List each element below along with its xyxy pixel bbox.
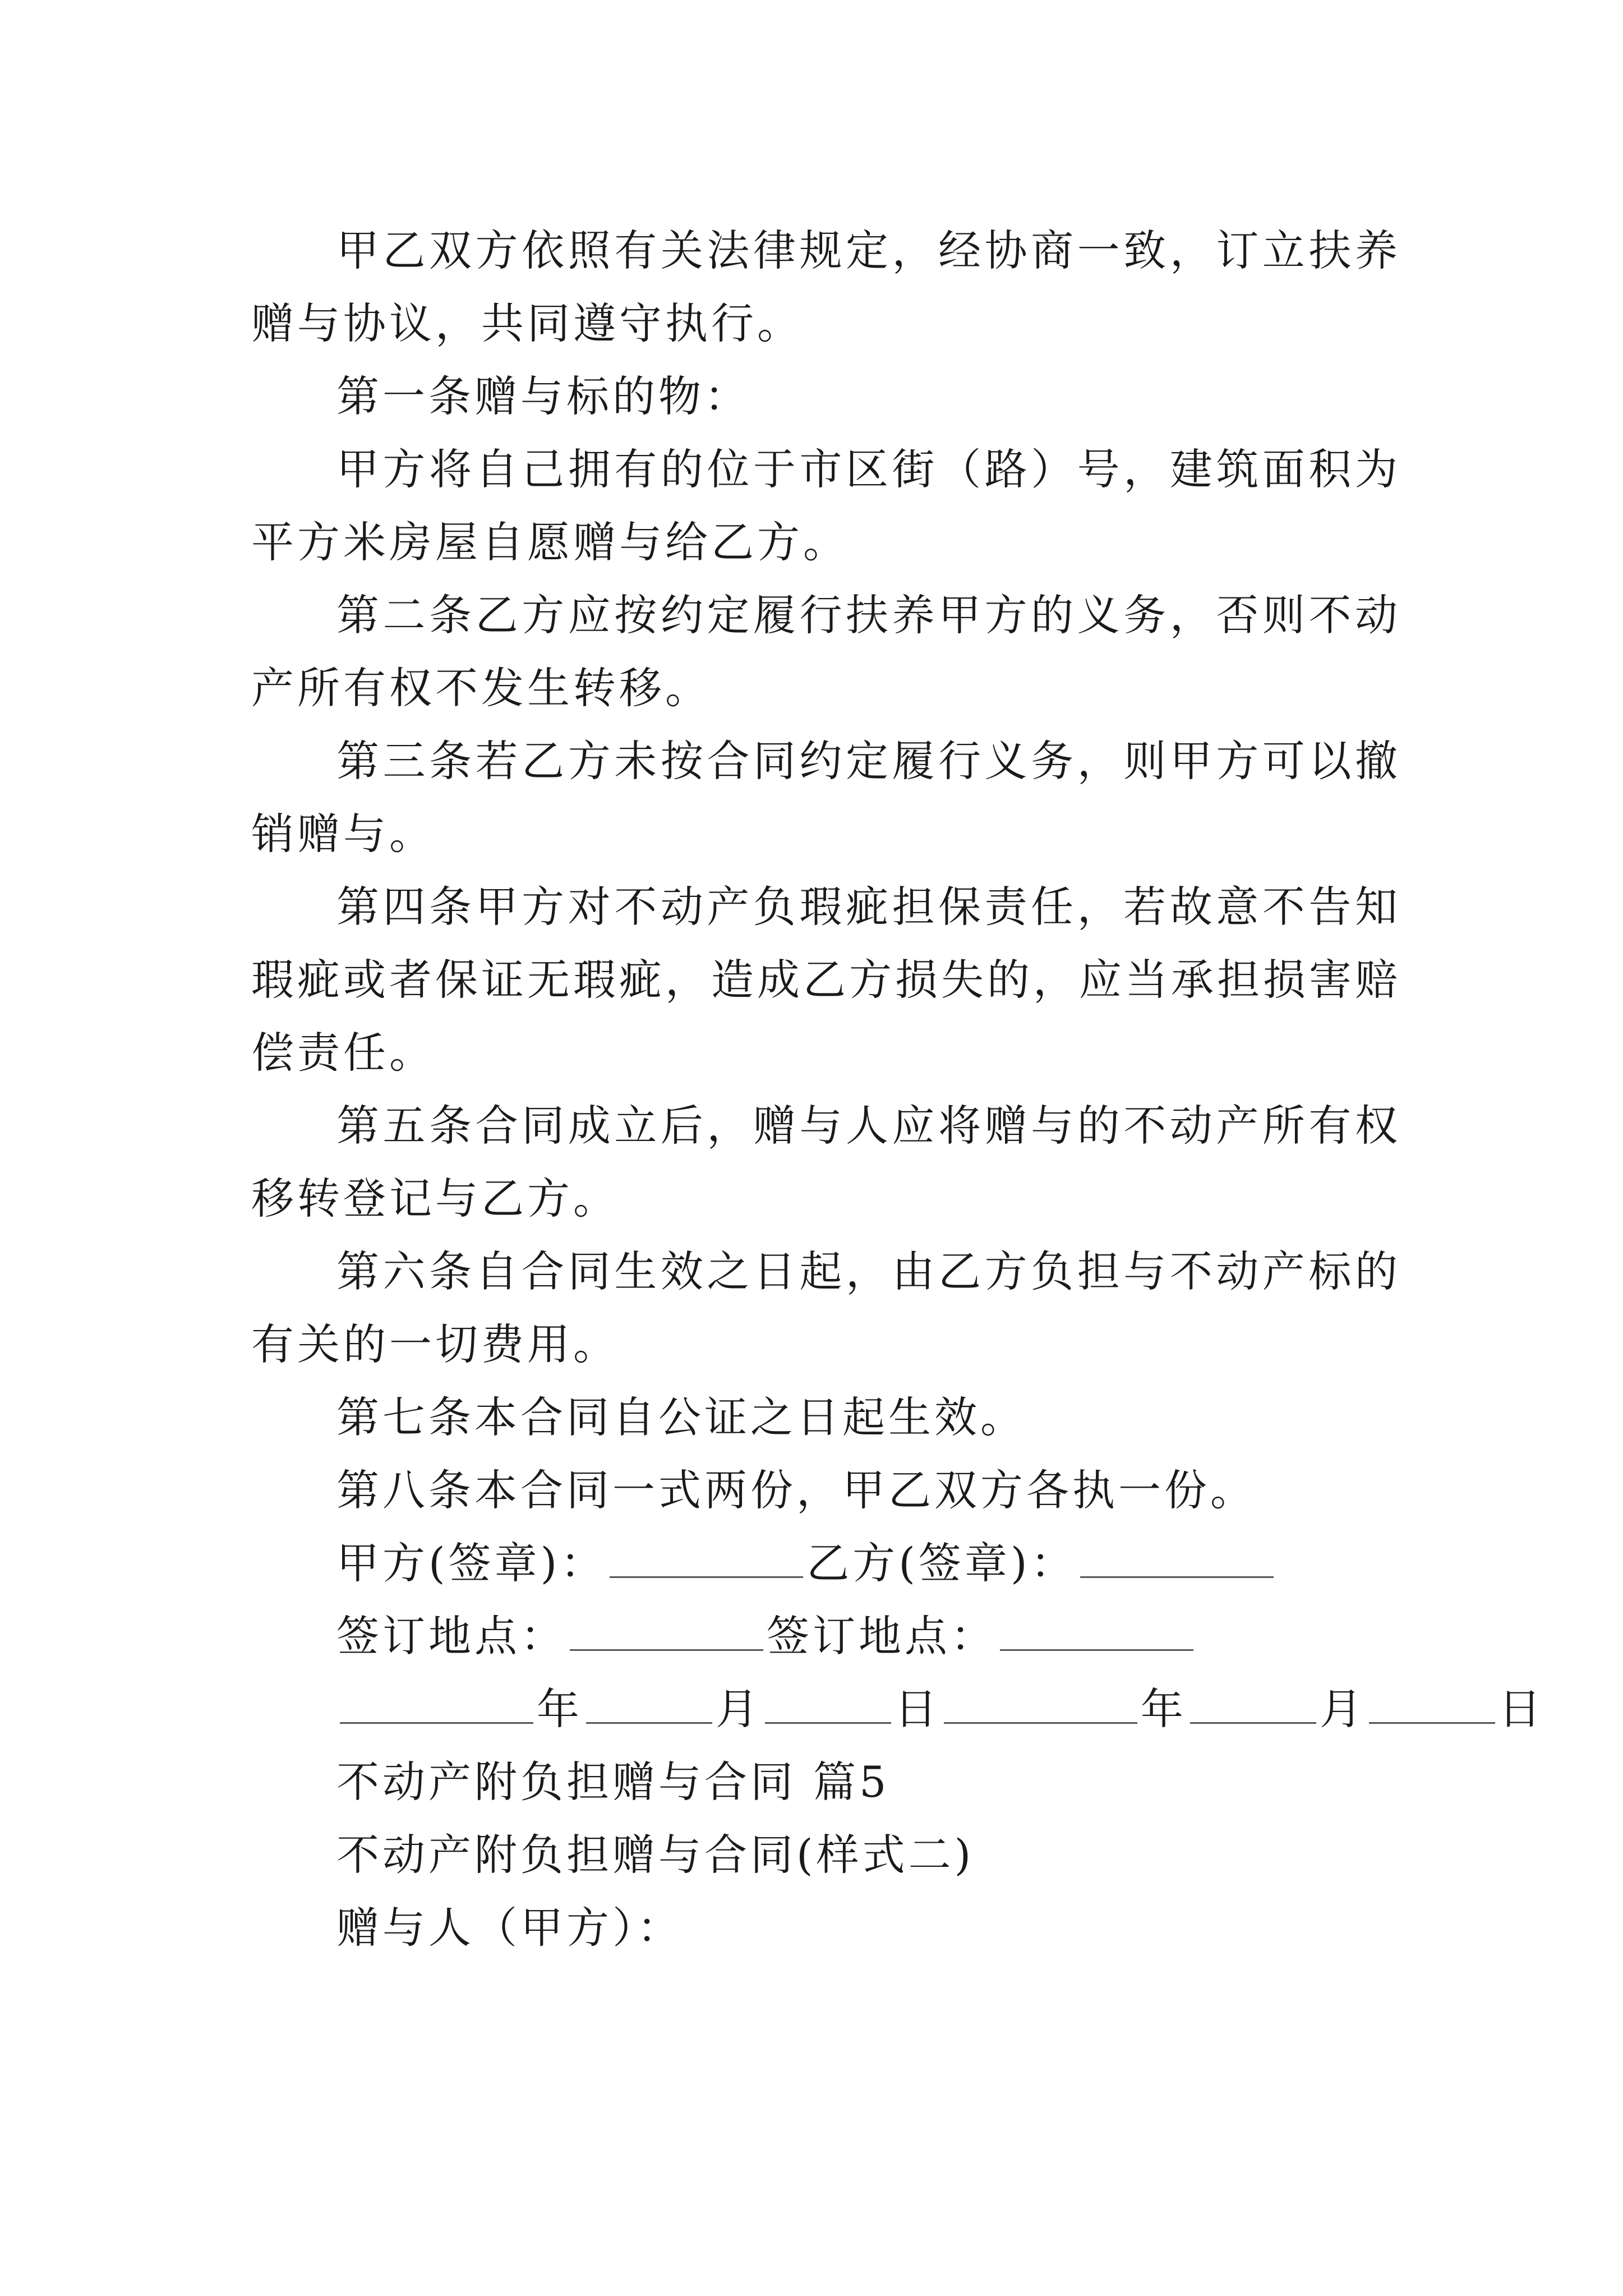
clause-8: 第八条本合同一式两份，甲乙双方各执一份。 (336, 1465, 1256, 1515)
clause-1-body: 甲方将自己拥有的位于市区街（路）号，建筑面积为平方米房屋自愿赠与给乙方。 (251, 444, 1401, 567)
party-a-signature-blank[interactable] (610, 1539, 803, 1578)
party-a-day-label: 日 (895, 1684, 940, 1734)
party-b-signature-label: 乙方(签章)： (806, 1538, 1077, 1588)
party-b-year-blank[interactable] (944, 1685, 1137, 1724)
clause-6: 第六条自合同生效之日起，由乙方负担与不动产标的有关的一切费用。 (251, 1246, 1401, 1369)
paragraph-intro: 甲乙双方依照有关法律规定，经协商一致，订立扶养赠与协议，共同遵守执行。 (251, 226, 1401, 348)
party-a-signature-label: 甲方(签章)： (336, 1538, 607, 1588)
contract-subtitle: 不动产附负担赠与合同(样式二) (336, 1830, 975, 1880)
party-a-place-blank[interactable] (570, 1612, 763, 1651)
party-b-day-label: 日 (1498, 1684, 1544, 1734)
party-a-day-blank[interactable] (765, 1685, 891, 1724)
clause-5: 第五条合同成立后，赠与人应将赠与的不动产所有权移转登记与乙方。 (251, 1101, 1401, 1223)
donor-label: 赠与人（甲方）： (336, 1903, 683, 1953)
party-b-place-blank[interactable] (1000, 1612, 1193, 1651)
party-b-month-blank[interactable] (1190, 1685, 1316, 1724)
place-line (251, 1600, 1401, 1673)
clause-7: 第七条本合同自公证之日起生效。 (336, 1392, 1026, 1442)
section-heading: 不动产附负担赠与合同 篇5 (336, 1757, 890, 1807)
clause-4: 第四条甲方对不动产负瑕疵担保责任，若故意不告知瑕疵或者保证无瑕疵，造成乙方损失的，应当承担损害赔偿责任。 (251, 882, 1401, 1078)
clause-3: 第三条若乙方未按合同约定履行义务，则甲方可以撤销赠与。 (251, 736, 1401, 859)
party-a-place-label: 签订地点： (336, 1611, 566, 1661)
party-a-month-blank[interactable] (586, 1685, 712, 1724)
party-b-place-label: 签订地点： (767, 1611, 997, 1661)
party-a-year-label: 年 (537, 1684, 583, 1734)
party-a-month-label: 月 (716, 1684, 762, 1734)
party-b-month-label: 月 (1320, 1684, 1366, 1734)
party-a-year-blank[interactable] (340, 1685, 533, 1724)
signature-line (251, 1527, 1401, 1600)
document-page (251, 214, 1544, 1964)
date-line (251, 1673, 1544, 1746)
party-b-signature-blank[interactable] (1080, 1539, 1274, 1578)
clause-2: 第二条乙方应按约定履行扶养甲方的义务，否则不动产所有权不发生转移。 (251, 590, 1401, 713)
party-b-day-blank[interactable] (1369, 1685, 1495, 1724)
party-b-year-label: 年 (1141, 1684, 1187, 1734)
clause-1-heading: 第一条赠与标的物： (336, 371, 750, 421)
